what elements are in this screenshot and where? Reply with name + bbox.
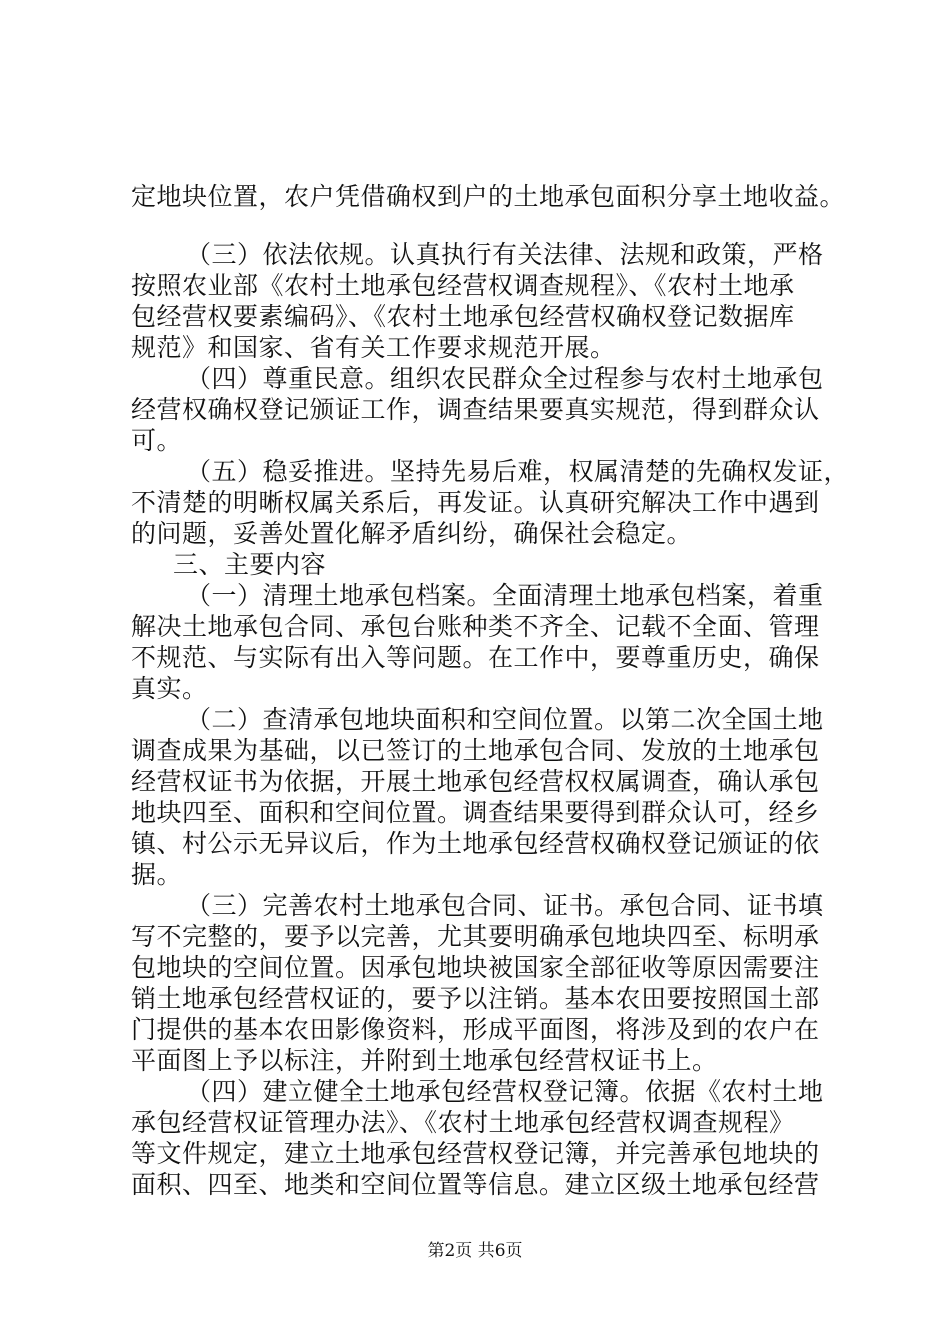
- paragraph-line: 镇、村公示无异议后，作为土地承包经营权确权登记颁证的依: [131, 829, 820, 858]
- page-footer: 第2页 共6页: [427, 1241, 523, 1261]
- paragraph-line: 地块四至、面积和空间位置。调查结果要得到群众认可，经乡: [131, 798, 820, 827]
- paragraph-line: 调查成果为基础，以已签订的土地承包合同、发放的土地承包: [131, 736, 820, 765]
- paragraph-line: （三）完善农村土地承包合同、证书。承包合同、证书填: [186, 891, 824, 920]
- paragraph-line: （二）查清承包地块面积和空间位置。以第二次全国土地: [186, 705, 824, 734]
- paragraph-line: （三）依法依规。认真执行有关法律、法规和政策，严格: [186, 240, 824, 269]
- paragraph-line: （四）尊重民意。组织农民群众全过程参与农村土地承包: [186, 364, 824, 393]
- paragraph-line: 承包经营权证管理办法》、《农村土地承包经营权调查规程》: [131, 1108, 795, 1137]
- paragraph-line: 按照农业部《农村土地承包经营权调查规程》、《农村土地承: [131, 271, 795, 300]
- paragraph-line: （五）稳妥推进。坚持先易后难，权属清楚的先确权发证，: [186, 457, 850, 486]
- paragraph-line: 平面图上予以标注，并附到土地承包经营权证书上。: [131, 1046, 718, 1075]
- paragraph-line: 不规范、与实际有出入等问题。在工作中，要尊重历史，确保: [131, 643, 820, 672]
- paragraph-line: 不清楚的明晰权属关系后，再发证。认真研究解决工作中遇到: [131, 488, 820, 517]
- paragraph-line: 定地块位置，农户凭借确权到户的土地承包面积分享土地收益。: [131, 182, 846, 211]
- paragraph-line: （四）建立健全土地承包经营权登记簿。依据《农村土地: [186, 1077, 824, 1106]
- paragraph-line: 经营权确权登记颁证工作，调查结果要真实规范，得到群众认: [131, 395, 820, 424]
- paragraph-line: 销土地承包经营权证的，要予以注销。基本农田要按照国土部: [131, 984, 820, 1013]
- paragraph-line: 的问题，妥善处置化解矛盾纠纷，确保社会稳定。: [131, 519, 693, 548]
- paragraph-line: 包经营权要素编码》、《农村土地承包经营权确权登记数据库: [131, 302, 795, 331]
- paragraph-line: 解决土地承包合同、承包台账种类不齐全、记载不全面、管理: [131, 612, 820, 641]
- paragraph-line: （一）清理土地承包档案。全面清理土地承包档案，着重: [186, 581, 824, 610]
- paragraph-line: 等文件规定，建立土地承包经营权登记簿，并完善承包地块的: [131, 1139, 820, 1168]
- paragraph-line: 规范》和国家、省有关工作要求规范开展。: [131, 333, 616, 362]
- paragraph-line: 面积、四至、地类和空间位置等信息。建立区级土地承包经营: [131, 1170, 820, 1199]
- paragraph-line: 可。: [131, 426, 183, 455]
- paragraph-line: 包地块的空间位置。因承包地块被国家全部征收等原因需要注: [131, 953, 820, 982]
- paragraph-line: 真实。: [131, 674, 208, 703]
- paragraph-line: 据。: [131, 860, 183, 889]
- section-heading: 三、主要内容: [173, 550, 327, 579]
- paragraph-line: 门提供的基本农田影像资料，形成平面图，将涉及到的农户在: [131, 1015, 820, 1044]
- paragraph-line: 经营权证书为依据，开展土地承包经营权权属调查，确认承包: [131, 767, 820, 796]
- paragraph-line: 写不完整的，要予以完善，尤其要明确承包地块四至、标明承: [131, 922, 820, 951]
